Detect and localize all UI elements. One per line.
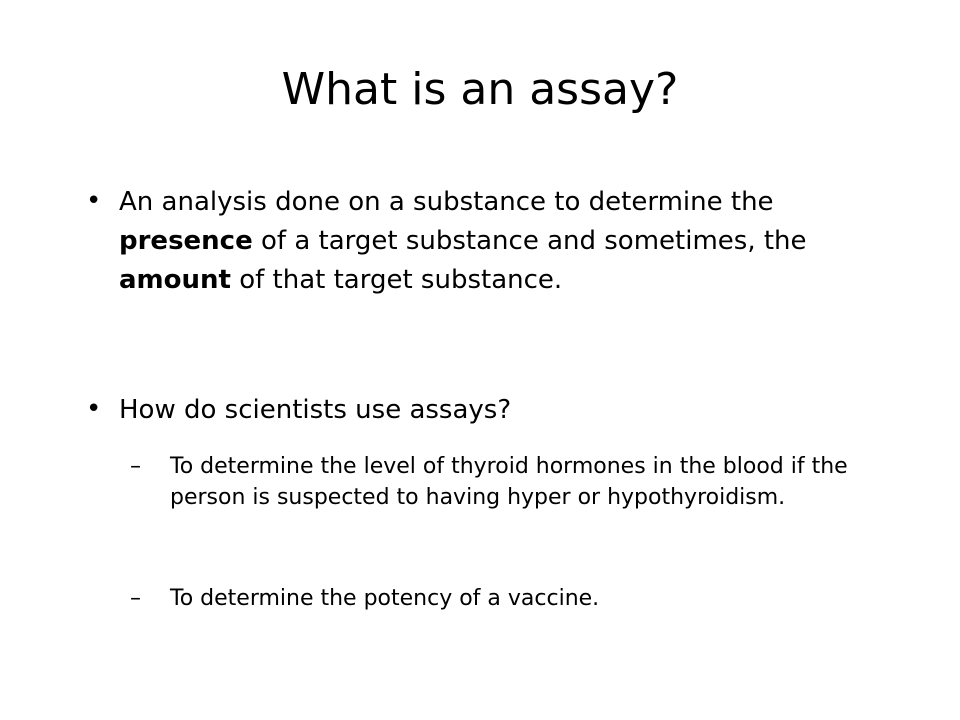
sub-bullet-marker: – — [130, 586, 141, 611]
bullet-marker: • — [86, 186, 102, 216]
bullet-marker: • — [86, 394, 102, 424]
sub-bullet-text: To determine the level of thyroid hormones in the blood if the person is suspected to having hyper or hypothyroidism. — [170, 454, 848, 510]
bold-term-amount: amount — [119, 265, 231, 295]
text-run: of that target substance. — [230, 265, 563, 295]
bullet-text-usage: How do scientists use assays? — [119, 395, 512, 425]
bold-term-presence: presence — [119, 226, 253, 256]
text-run: of a target substance and sometimes, the — [252, 226, 807, 256]
sub-bullet-text: To determine the potency of a vaccine. — [170, 586, 600, 611]
slide-title: What is an assay? — [281, 64, 679, 115]
text-run: An analysis done on a substance to determine the — [119, 187, 774, 217]
bullet-text-definition — [119, 183, 904, 300]
sub-bullet-marker: – — [130, 454, 141, 479]
